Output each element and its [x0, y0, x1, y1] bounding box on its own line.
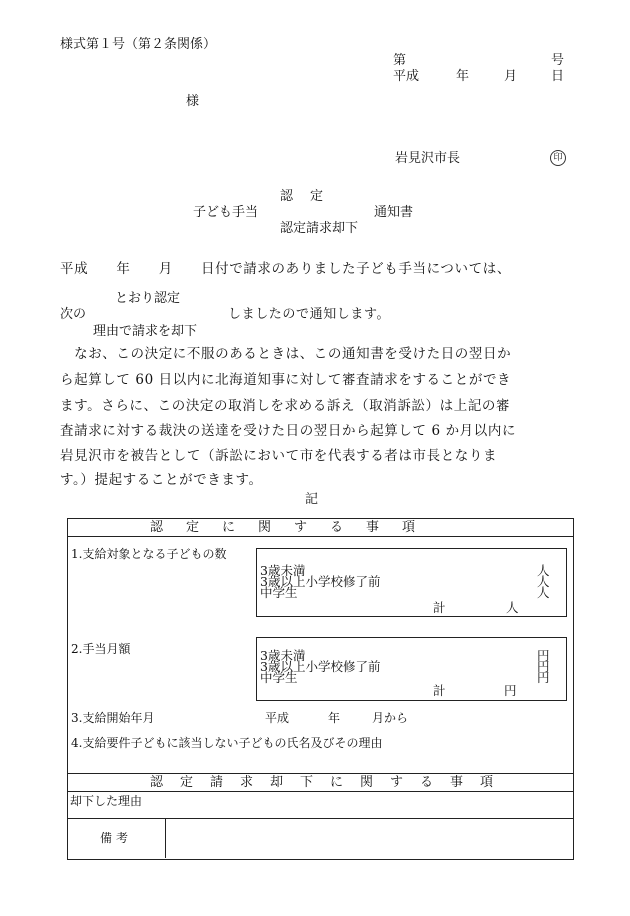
issuer: 岩見沢市長 [395, 151, 461, 166]
item2-row-unit: 円 [537, 670, 550, 685]
para-line: 査請求に対する裁決の送達を受けた日の翌日から起算して 6 か月以内に [60, 423, 517, 439]
option-top: とおり認定 [115, 291, 181, 306]
divider [67, 536, 573, 537]
number-prefix: 第 [393, 53, 407, 68]
item3-era: 平成 [265, 711, 290, 725]
para-line: す。）提起することができます。 [60, 472, 263, 488]
item2-row-label: 3歳未満 [260, 648, 306, 663]
date-era: 平成 [393, 69, 420, 84]
date-year: 年 [456, 69, 470, 84]
title-right: 通知書 [374, 205, 414, 220]
divider [165, 818, 166, 858]
item1-row-label: 3歳未満 [260, 563, 306, 578]
item2-row-label: 3歳以上小学校修了前 [260, 659, 381, 674]
item1-total-unit: 人 [506, 600, 519, 615]
item1-total-label: 計 [433, 600, 446, 615]
next-prefix: 次の [60, 307, 87, 322]
item2-row-unit: 円 [537, 648, 550, 663]
item3-year: 年 [328, 711, 341, 725]
title-top: 認 定 [280, 189, 326, 204]
title-left: 子ども手当 [193, 205, 259, 220]
seal-mark: 印 [550, 150, 566, 166]
number-suffix: 号 [551, 53, 565, 68]
divider [67, 818, 573, 819]
body-line-1: 平成 年 月 日付で請求のありました子ども手当については、 [60, 261, 511, 277]
item2-label: 2.手当月額 [71, 642, 131, 656]
ki-mark: 記 [305, 492, 319, 507]
item2-total-label: 計 [433, 683, 446, 698]
item1-row-unit: 人 [537, 585, 550, 600]
para-line: ら起算して 60 日以内に北海道知事に対して審査請求をすることができ [60, 372, 512, 388]
section1-title: 認定に関する事項 [150, 520, 439, 535]
item1-row-label: 中学生 [260, 585, 298, 600]
item3-month: 月から [372, 711, 409, 725]
divider [67, 791, 573, 792]
title-bottom: 認定請求却下 [280, 221, 359, 236]
para-line: なお、この決定に不服のあるときは、この通知書を受けた日の翌日か [60, 346, 512, 362]
item2-row-unit: 円 [537, 659, 550, 674]
item1-row-unit: 人 [537, 563, 550, 578]
reject-reason-label: 却下した理由 [70, 794, 143, 808]
next-suffix: しましたので通知します。 [228, 307, 391, 322]
divider [67, 773, 573, 774]
form-label: 様式第１号（第２条関係） [60, 37, 217, 52]
section2-title: 認定請求却下に関する事項 [150, 775, 511, 790]
item2-total-unit: 円 [504, 683, 517, 698]
item2-row-label: 中学生 [260, 670, 298, 685]
para-line: ます。さらに、この決定の取消しを求める訴え（取消訴訟）は上記の審 [60, 398, 511, 414]
option-bottom: 理由で請求を却下 [93, 324, 198, 339]
item1-label: 1.支給対象となる子どもの数 [71, 547, 227, 561]
item1-row-unit: 人 [537, 574, 550, 589]
item3-label: 3.支給開始年月 [71, 711, 155, 725]
date-day: 日 [551, 69, 565, 84]
date-month: 月 [504, 69, 518, 84]
para-line: 岩見沢市を被告として（訴訟において市を代表する者は市長となりま [60, 448, 498, 464]
item4-label: 4.支給要件子どもに該当しない子どもの氏名及びその理由 [71, 736, 383, 750]
remarks-label: 備考 [100, 831, 133, 845]
addressee-suffix: 様 [186, 94, 200, 109]
item1-row-label: 3歳以上小学校修了前 [260, 574, 381, 589]
